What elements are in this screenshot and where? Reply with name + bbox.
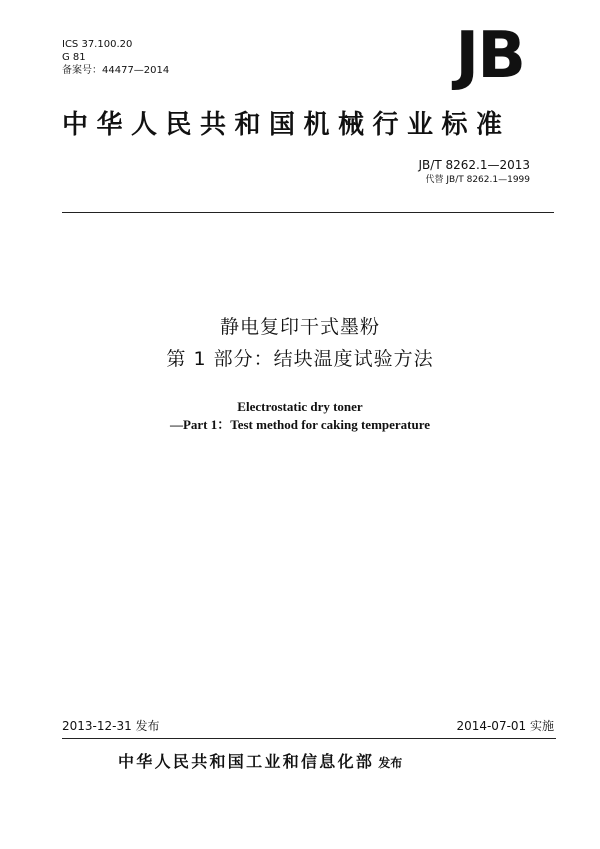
publisher-suffix: 发布 — [378, 756, 403, 770]
english-title-line-1: Electrostatic dry toner — [237, 399, 363, 414]
standard-category-title: 中华人民共和国机械行业标准 — [62, 110, 511, 140]
ics-code: ICS 37.100.20 — [62, 39, 133, 50]
publisher-line — [118, 752, 402, 773]
implementation-date: 2014-07-01 实施 — [456, 719, 554, 733]
chinese-title-line-2: 第 1 部分：结块温度试验方法 — [166, 348, 434, 370]
standard-number: JB/T 8262.1—2013 — [418, 158, 530, 172]
issue-date: 2013-12-31 发布 — [62, 719, 160, 733]
footer-divider — [62, 738, 556, 739]
jb-logo: JB — [455, 19, 524, 93]
publisher-name: 中华人民共和国工业和信息化部 — [118, 752, 375, 771]
english-title-line-2: —Part 1：Test method for caking temperature — [169, 417, 431, 432]
replaces-standard: 代替 JB/T 8262.1—1999 — [425, 175, 530, 185]
classification-code: G 81 — [62, 52, 86, 63]
header-divider — [62, 212, 554, 213]
chinese-title-line-1: 静电复印干式墨粉 — [219, 316, 380, 338]
record-number: 备案号：44477—2014 — [62, 65, 170, 76]
